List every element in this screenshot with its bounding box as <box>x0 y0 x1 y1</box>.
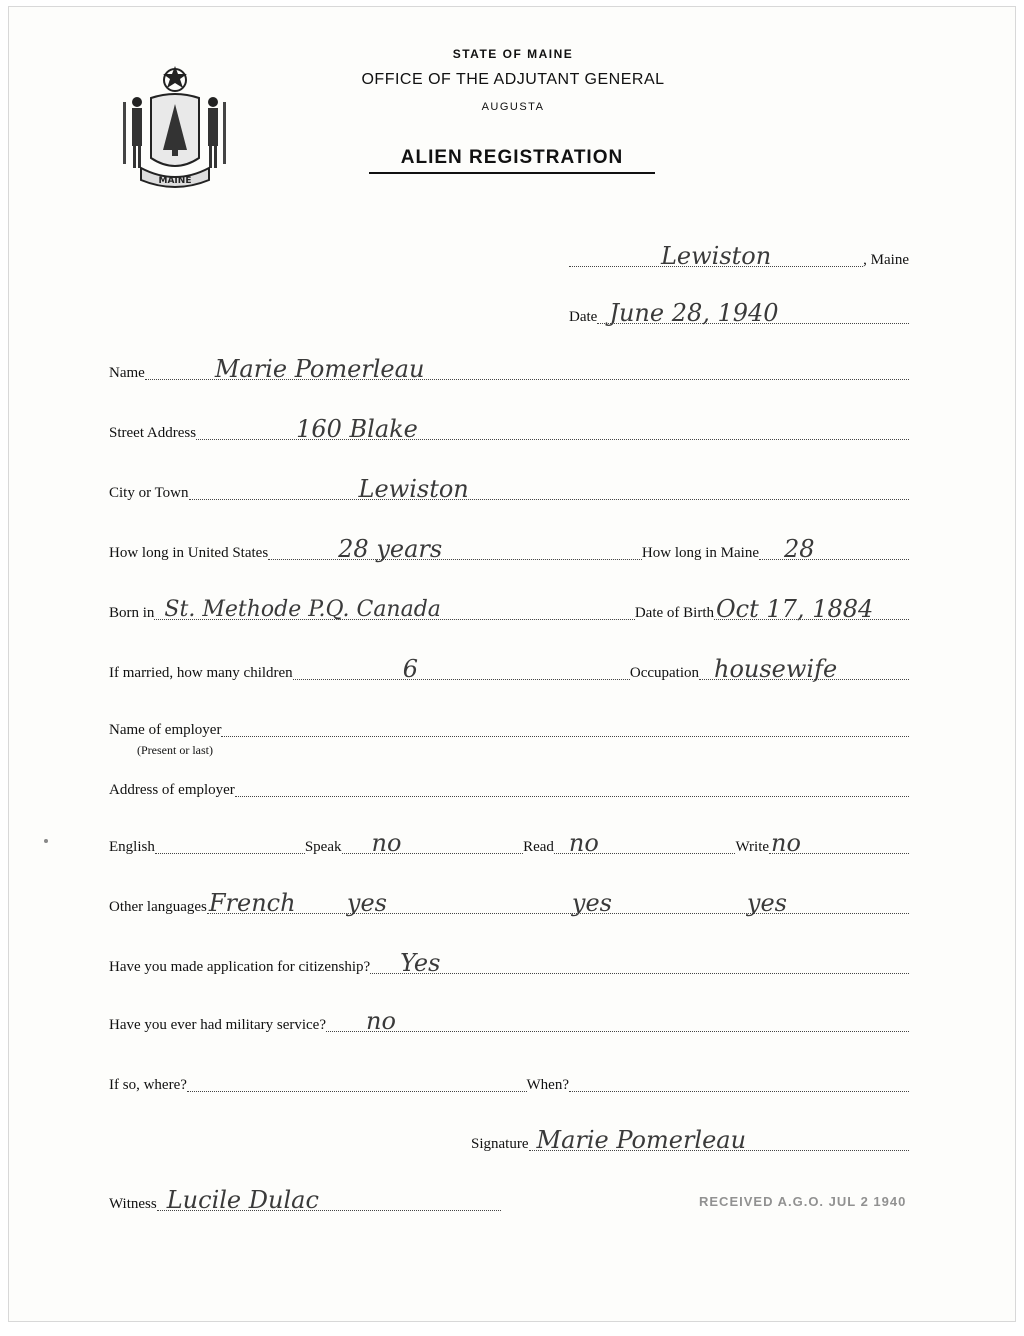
signature-row <box>471 1127 909 1155</box>
military-row <box>109 1008 909 1036</box>
form-title: ALIEN REGISTRATION <box>369 147 655 174</box>
date-label: Date <box>569 309 598 325</box>
read-field[interactable] <box>554 827 736 857</box>
employer-row <box>109 713 909 741</box>
date-field[interactable] <box>597 297 909 327</box>
other-write-value: yes <box>746 889 787 917</box>
when-label: When? <box>526 1077 569 1093</box>
military-label: Have you ever had military service? <box>109 1017 326 1033</box>
born-field[interactable] <box>154 593 634 620</box>
us-value: 28 years <box>338 535 443 563</box>
dob-label: Date of Birth <box>634 605 714 621</box>
family-row <box>109 656 909 684</box>
date-row <box>569 300 909 328</box>
us-field[interactable] <box>268 533 642 563</box>
header-city: AUGUSTA <box>481 101 545 113</box>
city-label: City or Town <box>109 485 189 501</box>
citizenship-field[interactable] <box>370 947 909 977</box>
seal-text: MAINE <box>158 176 192 186</box>
write-label: Write <box>735 839 770 855</box>
write-field[interactable] <box>769 827 909 857</box>
name-field[interactable] <box>145 353 909 383</box>
signature-value: Marie Pomerleau <box>536 1126 747 1154</box>
us-label: How long in United States <box>109 545 269 561</box>
registration-form <box>8 6 1016 1322</box>
emp-addr-label: Address of employer <box>109 782 235 798</box>
street-field[interactable] <box>196 413 909 443</box>
residence-row <box>109 536 909 564</box>
name-row <box>109 356 909 384</box>
other-lang-row <box>109 890 909 918</box>
city-value: Lewiston <box>358 475 469 503</box>
read-value: no <box>568 829 599 857</box>
other-read-value: yes <box>571 889 612 917</box>
english-label: English <box>109 839 155 855</box>
speak-value: no <box>371 829 402 857</box>
children-value: 6 <box>402 655 418 683</box>
maine-value: 28 <box>784 535 815 563</box>
citizenship-row <box>109 950 909 978</box>
witness-field[interactable] <box>157 1184 501 1214</box>
emp-addr-row <box>109 773 909 801</box>
children-label: If married, how many children <box>109 665 293 681</box>
name-label: Name <box>109 365 145 381</box>
military-field[interactable] <box>326 1005 909 1035</box>
witness-label: Witness <box>109 1196 157 1212</box>
maine-field[interactable] <box>759 533 909 563</box>
employer-label: Name of employer <box>109 722 222 738</box>
speak-label: Speak <box>304 839 342 855</box>
town-suffix: , Maine <box>863 252 909 268</box>
speak-field[interactable] <box>342 827 524 857</box>
received-stamp: RECEIVED A.G.O. JUL 2 1940 <box>699 1194 907 1209</box>
when-field[interactable] <box>569 1065 909 1092</box>
children-field[interactable] <box>293 653 630 683</box>
citizenship-label: Have you made application for citizenship? <box>109 959 371 975</box>
other-label: Other languages <box>109 899 207 915</box>
page-speck <box>44 839 48 843</box>
employer-sublabel: (Present or last) <box>137 743 213 757</box>
born-value: St. Methode P.Q. Canada <box>164 597 441 622</box>
town-value: Lewiston <box>660 242 772 270</box>
signature-label: Signature <box>471 1136 529 1152</box>
birth-row <box>109 596 909 624</box>
where-label: If so, where? <box>109 1077 187 1093</box>
witness-row <box>109 1187 501 1215</box>
witness-value: Lucile Dulac <box>166 1186 319 1214</box>
date-value: June 28, 1940 <box>609 299 779 327</box>
employer-field[interactable] <box>221 710 909 737</box>
military-value: no <box>366 1007 396 1035</box>
english-row <box>109 830 909 858</box>
town-field[interactable] <box>569 240 863 270</box>
name-value: Marie Pomerleau <box>214 355 425 383</box>
city-row <box>109 476 909 504</box>
occupation-field[interactable] <box>699 653 909 683</box>
write-value: no <box>771 829 801 857</box>
read-label: Read <box>523 839 554 855</box>
other-value: French <box>208 889 296 917</box>
town-row <box>569 243 909 271</box>
dob-field[interactable] <box>714 593 909 623</box>
where-field[interactable] <box>187 1065 527 1092</box>
maine-label: How long in Maine <box>641 545 759 561</box>
other-field[interactable] <box>207 887 909 917</box>
emp-addr-field[interactable] <box>235 770 909 797</box>
street-row <box>109 416 909 444</box>
occupation-label: Occupation <box>629 665 699 681</box>
english-gap <box>155 827 305 854</box>
header-state: STATE OF MAINE <box>452 47 574 61</box>
occupation-value: housewife <box>714 655 838 683</box>
city-field[interactable] <box>189 473 909 503</box>
street-value: 160 Blake <box>296 415 418 443</box>
signature-field[interactable] <box>529 1124 910 1154</box>
citizenship-value: Yes <box>400 949 441 977</box>
dob-value: Oct 17, 1884 <box>716 595 874 623</box>
header-office: OFFICE OF THE ADJUTANT GENERAL <box>361 71 665 88</box>
where-row <box>109 1068 909 1096</box>
other-speak-value: yes <box>346 889 387 917</box>
born-label: Born in <box>109 605 155 621</box>
street-label: Street Address <box>109 425 197 441</box>
